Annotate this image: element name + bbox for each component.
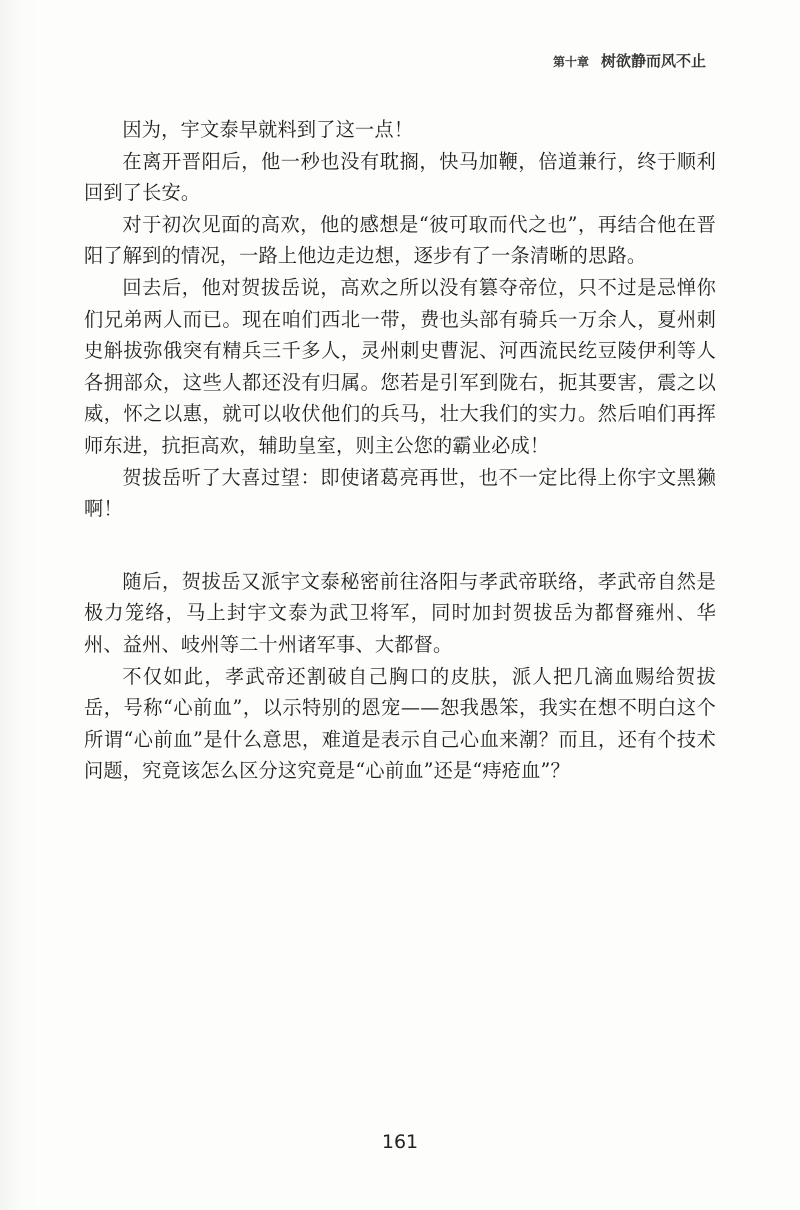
paragraph: 对于初次见面的高欢，他的感想是“彼可取而代之也”，再结合他在晋阳了解到的情况，一路上他边走边想，逐步有了一条清晰的思路。 bbox=[84, 212, 716, 268]
page-number: 161 bbox=[381, 1131, 419, 1153]
chapter-label: 第十章 bbox=[552, 55, 589, 69]
paragraph: 因为，宇文泰早就料到了这一点！ bbox=[122, 118, 414, 141]
paragraph: 不仅如此，孝武帝还割破自己胸口的皮肤，派人把几滴血赐给贺拔岳，号称“心前血”，以示特别的恩宠——恕我愚笨，我实在想不明白这个所谓“心前血”是什么意思，难道是表示自己心血来潮？而且，还有个技术问题，究竟该怎么区分这究竟是“心前血”还是“痔疮血”？ bbox=[84, 664, 716, 783]
running-header bbox=[553, 50, 706, 71]
paragraph: 贺拔岳听了大喜过望：即使诸葛亮再世，也不一定比得上你宇文黑獭啊！ bbox=[84, 465, 716, 521]
paragraph: 随后，贺拔岳又派宇文泰秘密前往洛阳与孝武帝联络，孝武帝自然是极力笼络，马上封宇文泰为武卫将军，同时加封贺拔岳为都督雍州、华州、益州、岐州等二十州诸军事、大都督。 bbox=[84, 569, 716, 656]
paragraph: 回去后，他对贺拔岳说，高欢之所以没有篡夺帝位，只不过是忌惮你们兄弟两人而已。现在咱们西北一带，费也头部有骑兵一万余人，夏州刺史斛拔弥俄突有精兵三千多人，灵州刺史曹泥、河西流民纥豆陵伊利等人各拥部众，这些人都还没有归属。您若是引军到陇右，扼其要害，震之以威，怀之以惠，就可以收伏他们的兵马，壮大我们的实力。然后咱们再挥师东进，抗拒高欢，辅助皇室，则主公您的霸业必成！ bbox=[84, 275, 716, 457]
section-break bbox=[84, 525, 716, 566]
body-text bbox=[84, 114, 716, 787]
paragraph: 在离开晋阳后，他一秒也没有耽搁，快马加鞭，倍道兼行，终于顺利回到了长安。 bbox=[84, 149, 716, 205]
chapter-title: 树欲静而风不止 bbox=[600, 52, 706, 70]
